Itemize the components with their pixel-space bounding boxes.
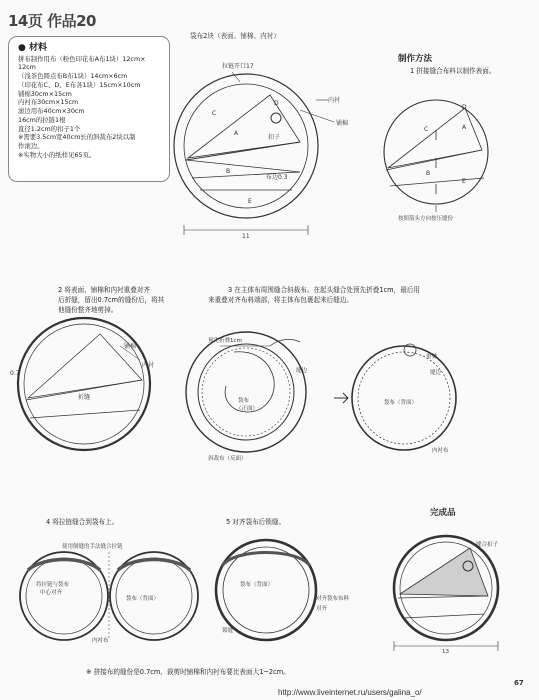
- step3-bag-back: 袋布（背面）: [384, 400, 418, 406]
- step4-pattern: [20, 552, 198, 640]
- step4-zipper-center-line: 中心对齐: [40, 590, 63, 596]
- step3-text-line: 3 在主体布周围缝合斜裁布。在起头缝合处预先折叠1cm，最后用: [228, 286, 420, 294]
- step1-piece-e: E: [462, 178, 466, 185]
- fig1-button: 扣子: [268, 134, 281, 141]
- materials-line: 滚边用布40cm×30cm: [18, 107, 85, 115]
- step5-text: 5 对齐袋布后锁缝。: [226, 518, 286, 526]
- fig1-pattern: [174, 72, 334, 235]
- finished-heading: 完成品: [430, 508, 456, 518]
- finished-width: 13: [442, 649, 449, 655]
- next-arrow-icon: [334, 393, 348, 403]
- step5-whip: 锁缝: [222, 628, 234, 634]
- fig1-width: 11: [242, 233, 250, 240]
- step3-stitch: 缝边: [296, 368, 308, 374]
- step4-backstitch: 使用倒缝的手法缝合拉链: [62, 544, 123, 550]
- step3-pattern: [186, 332, 306, 452]
- step3-overlap: 重叠: [426, 354, 438, 360]
- step5-align-line: 对齐: [316, 606, 328, 612]
- materials-heading-text: 材料: [29, 43, 48, 53]
- fig1-piece-a: A: [234, 130, 239, 137]
- method-heading: 制作方法: [398, 54, 433, 64]
- page-number: 67: [514, 679, 524, 687]
- step5-align-line: 对齐袋布布料: [316, 596, 350, 602]
- step3-bias: 斜裁布（反面）: [208, 456, 247, 462]
- materials-line: 16cm的拉链1根: [18, 116, 66, 124]
- step2-batting: 铺棉: [124, 343, 137, 350]
- materials-line: 作滚边。: [18, 142, 44, 150]
- step3-result: [352, 344, 456, 450]
- materials-line: 直径1.2cm的扣子1个: [18, 125, 81, 133]
- step1-pattern: [384, 100, 488, 212]
- fig1-piece-b: B: [226, 168, 231, 175]
- step1-piece-a: A: [462, 124, 467, 131]
- fig1-caption: 袋布2块（表面、铺棉、内衬）: [190, 32, 280, 40]
- fig1-piece-e: E: [248, 198, 252, 205]
- step1-piece-d: D: [462, 104, 467, 111]
- step2-lining: 内衬: [142, 362, 155, 369]
- finished-sew-button: 缝合扣子: [476, 542, 499, 548]
- footer-note: ※ 拼接布的缝份是0.7cm，裁剪时铺棉和内衬布要比表面大1~2cm。: [86, 668, 290, 676]
- step3-stitch-2: 缝边: [430, 370, 442, 376]
- step4-bag-back: 袋布（背面）: [126, 596, 160, 602]
- materials-line: ※需要3.5cm宽40cm长的斜裁布2块以制: [18, 133, 136, 141]
- step2-text-line: 2 将表面、铺棉和内衬重叠对齐: [58, 286, 151, 294]
- fig1-lining: 内衬: [328, 97, 341, 104]
- step3-lining: 内衬布: [432, 448, 449, 454]
- step2-quilting: 折缝: [78, 394, 91, 401]
- materials-line: ※实物大小的纸样见65页。: [18, 151, 96, 159]
- step5-bag-back: 袋布（背面）: [240, 582, 274, 588]
- page-title: 14页 作品20: [8, 12, 96, 30]
- step3-bag-front: 袋布: [238, 398, 250, 404]
- fig1-zipper-opening: 拉链开口17: [222, 63, 254, 70]
- fig1-seam: 布边0.3: [266, 174, 288, 181]
- materials-line: 铺棉30cm×15cm: [18, 90, 72, 98]
- materials-line: （印花布C、D、E布各1块）15cm×10cm: [18, 81, 141, 89]
- step4-lining: 内衬布: [92, 638, 109, 644]
- materials-line: 内衬布30cm×15cm: [18, 98, 79, 106]
- materials-line: （浅茶色圆点布B布1块）14cm×6cm: [18, 72, 128, 80]
- step1-piece-c: C: [424, 126, 429, 133]
- step2-pattern: [18, 318, 150, 450]
- step5-pattern: [216, 540, 316, 640]
- method-step1: 1 拼接缝合布料以制作表面。: [410, 67, 496, 75]
- materials-line: 拼布制作用布（粉色印花布A布1块）12cm×: [18, 55, 146, 63]
- step2-seam-allowance: 0.7: [10, 370, 20, 377]
- step3-fold: 预先折叠1cm: [208, 338, 242, 344]
- step3-front-side: （正面）: [236, 406, 259, 412]
- fig1-piece-d: D: [274, 100, 279, 107]
- step3-text-line: 来重叠对齐布料端部，将主体布包裹起来后缝边。: [208, 296, 354, 304]
- step2-text-line: 他缝份整齐地剪掉。: [58, 306, 118, 314]
- step4-zipper-center-line: 将拉链与袋布: [36, 582, 70, 588]
- fig1-piece-c: C: [212, 110, 217, 117]
- materials-line: 12cm: [18, 63, 36, 71]
- finished-purse: [394, 536, 498, 651]
- step1-note: 按照箭头方向按压缝份: [398, 216, 454, 222]
- step1-piece-b: B: [426, 170, 431, 177]
- step4-text: 4 将拉链缝合到袋布上。: [46, 518, 119, 526]
- fig1-batting: 铺棉: [336, 120, 349, 127]
- step2-text-line: 后折缝，留出0.7cm的缝份后，将其: [58, 296, 165, 304]
- watermark-url: http://www.liveinternet.ru/users/galina_o/: [278, 688, 422, 697]
- materials-heading: ● 材料: [18, 43, 48, 53]
